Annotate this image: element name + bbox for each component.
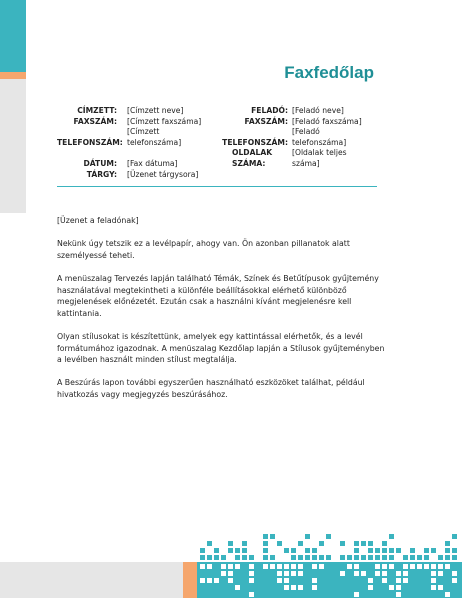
body-paragraph-2: A menüszalag Tervezés lapján található Témák, Színek és Betűtípusok gyűjtemény használatával megtekintheti a különféle beállításokkal elérhető különböző megjelenések előnézetét. Ezután csak a használni kívánt megjelenésre kell kattintania. (57, 273, 379, 318)
pixel-square-light (214, 578, 219, 583)
pixel-square-light (298, 585, 303, 590)
pixel-square-light (347, 564, 352, 569)
pixel-square-light (200, 564, 205, 569)
pixel-square-light (396, 578, 401, 583)
pixel-square (382, 541, 387, 546)
pixel-square-light (438, 564, 443, 569)
pixel-square-light (389, 564, 394, 569)
pixel-square-light (368, 585, 373, 590)
pixel-square (298, 555, 303, 560)
pixel-square-light (417, 564, 422, 569)
from-phone-label: TELEFONSZÁM: (222, 137, 288, 147)
pixel-square-light (382, 571, 387, 576)
pixel-square (361, 555, 366, 560)
pixel-square-light (382, 564, 387, 569)
pixel-square (214, 555, 219, 560)
pixel-square-light (298, 571, 303, 576)
pixel-square-light (389, 585, 394, 590)
pixel-square (368, 555, 373, 560)
pixel-square-light (375, 564, 380, 569)
subject-value[interactable]: [Üzenet tárgysora] (127, 169, 199, 179)
pixel-square-light (445, 564, 450, 569)
pixel-square-light (438, 571, 443, 576)
pixel-square (368, 548, 373, 553)
pixel-square (389, 555, 394, 560)
pixel-square-light (249, 571, 254, 576)
pixel-square-light (396, 571, 401, 576)
pixel-square (319, 555, 324, 560)
pages-value[interactable]: [Oldalak teljes száma] (292, 148, 347, 168)
to-value[interactable]: [Címzett neve] (127, 106, 184, 115)
pixel-square (368, 541, 373, 546)
pixel-square (263, 534, 268, 539)
pixel-square-light (207, 564, 212, 569)
pixel-square-light (438, 585, 443, 590)
body-paragraph-1: Nekünk úgy tetszik ez a levélpapír, ahogy van. Ön azonban pillanatok alatt személyessé teheti. (57, 239, 350, 260)
pixel-square-light (277, 578, 282, 583)
pixel-square-light (291, 564, 296, 569)
pixel-square-light (424, 564, 429, 569)
footer-pixel-pattern (200, 532, 462, 598)
pixel-square-light (291, 571, 296, 576)
pixel-square (263, 541, 268, 546)
pixel-square (291, 555, 296, 560)
pixel-square-light (354, 592, 359, 597)
pixel-square (396, 548, 401, 553)
pixel-square-light (284, 564, 289, 569)
pixel-square (207, 555, 212, 560)
pixel-square (207, 541, 212, 546)
to-label: CÍMZETT: (77, 106, 117, 115)
pixel-square (277, 541, 282, 546)
sidebar-gray-bar (0, 79, 26, 213)
pixel-square (389, 548, 394, 553)
pixel-square (242, 548, 247, 553)
pixel-square (410, 548, 415, 553)
pixel-square-light (228, 571, 233, 576)
pixel-square-light (207, 578, 212, 583)
pixel-square-light (431, 564, 436, 569)
pixel-square-light (410, 564, 415, 569)
pixel-square (410, 555, 415, 560)
pixel-square (424, 555, 429, 560)
pixel-square-light (235, 585, 240, 590)
pixel-square (382, 548, 387, 553)
pixel-square-light (354, 564, 359, 569)
pixel-square-light (312, 585, 317, 590)
date-value[interactable]: [Fax dátuma] (127, 159, 178, 168)
pixel-square (270, 534, 275, 539)
pixel-square (298, 541, 303, 546)
pixel-square-light (431, 585, 436, 590)
pixel-square-light (228, 564, 233, 569)
pixel-square (319, 541, 324, 546)
pixel-square-light (431, 571, 436, 576)
footer-orange-block (183, 562, 197, 598)
message-body (57, 215, 387, 412)
from-value[interactable]: [Feladó neve] (292, 106, 344, 115)
pixel-square (375, 548, 380, 553)
pixel-square (403, 555, 408, 560)
pixel-square (452, 548, 457, 553)
pixel-square (347, 555, 352, 560)
pixel-square (361, 541, 366, 546)
pixel-square-light (200, 578, 205, 583)
pixel-square (263, 555, 268, 560)
pixel-square-light (403, 571, 408, 576)
pixel-square (221, 555, 226, 560)
pixel-square (340, 555, 345, 560)
pixel-square (354, 548, 359, 553)
pixel-square (326, 534, 331, 539)
pixel-square-light (312, 564, 317, 569)
pixel-square-light (312, 578, 317, 583)
pixel-square-light (263, 564, 268, 569)
pixel-square (284, 548, 289, 553)
pixel-square (452, 534, 457, 539)
body-paragraph-4: A Beszúrás lapon további egyszerűen használható eszközöket találhat, például hivatkozás vagy megjegyzés beszúrásához. (57, 378, 365, 399)
pixel-square (242, 555, 247, 560)
pixel-square-light (284, 571, 289, 576)
from-label: FELADÓ: (251, 106, 288, 115)
pixel-square-light (368, 578, 373, 583)
pixel-square-light (249, 592, 254, 597)
from-phone-value[interactable]: [Feladó telefonszáma] (292, 127, 347, 147)
pixel-square (389, 534, 394, 539)
pixel-square (263, 548, 268, 553)
pixel-square (249, 555, 254, 560)
pixel-square (235, 548, 240, 553)
pixel-square (375, 555, 380, 560)
pixel-square-light (221, 564, 226, 569)
pixel-square-light (249, 578, 254, 583)
pixel-square-light (298, 564, 303, 569)
pixel-square-light (375, 571, 380, 576)
pixel-square-light (396, 585, 401, 590)
pixel-square-light (382, 578, 387, 583)
pixel-square-light (445, 592, 450, 597)
pixel-square (228, 541, 233, 546)
pixel-square (305, 534, 310, 539)
to-phone-label: TELEFONSZÁM: (57, 137, 123, 147)
pixel-square-light (319, 564, 324, 569)
fax-header-fields (57, 106, 387, 181)
pixel-square-light (340, 571, 345, 576)
pixel-square (312, 555, 317, 560)
pixel-square (305, 548, 310, 553)
pixel-square-light (277, 564, 282, 569)
pixel-square (445, 548, 450, 553)
pixel-square-light (270, 564, 275, 569)
pixel-square (305, 555, 310, 560)
message-placeholder[interactable]: [Üzenet a feladónak] (57, 216, 139, 225)
pixel-square-light (431, 578, 436, 583)
pixel-square (424, 548, 429, 553)
header-divider (57, 186, 377, 187)
sidebar-teal-bar (0, 0, 26, 72)
pixel-square-light (452, 578, 457, 583)
pages-label: OLDALAK SZÁMA: (232, 148, 273, 168)
pixel-square (312, 548, 317, 553)
pixel-square (445, 555, 450, 560)
pixel-square (452, 555, 457, 560)
pixel-square (228, 548, 233, 553)
from-fax-value[interactable]: [Feladó faxszáma] (292, 116, 362, 126)
pixel-square (214, 548, 219, 553)
date-label: DÁTUM: (83, 159, 117, 168)
pixel-square-light (228, 578, 233, 583)
to-phone-value[interactable]: [Címzett telefonszáma] (127, 127, 182, 147)
pixel-square (438, 555, 443, 560)
from-fax-label: FAXSZÁM: (244, 116, 288, 126)
pixel-square-light (361, 571, 366, 576)
pixel-square (431, 548, 436, 553)
to-fax-value[interactable]: [Címzett faxszáma] (127, 116, 202, 126)
pixel-square (200, 548, 205, 553)
pixel-square (354, 541, 359, 546)
pixel-square-light (235, 564, 240, 569)
pixel-square (242, 541, 247, 546)
to-fax-label: FAXSZÁM: (73, 116, 117, 126)
pixel-square (340, 541, 345, 546)
pixel-square (235, 555, 240, 560)
pixel-square-light (354, 571, 359, 576)
pixel-square-light (221, 571, 226, 576)
subject-label: TÁRGY: (86, 169, 117, 179)
body-paragraph-3: Olyan stílusokat is készítettünk, amelyek egy kattintással elérhetők, és a levél formátumához igazodnak. A menüszalag Kezdőlap lapján a Stílusok gyűjteményben a levélben használt minden stílust megtalálja. (57, 331, 385, 365)
page-title: Faxfedőlap (284, 63, 374, 82)
pixel-square-light (277, 571, 282, 576)
pixel-square (200, 555, 205, 560)
pixel-square (382, 555, 387, 560)
pixel-square (417, 555, 422, 560)
pixel-square-light (284, 578, 289, 583)
pixel-square (354, 555, 359, 560)
pixel-square-light (249, 564, 254, 569)
pixel-square (326, 555, 331, 560)
pixel-square-light (403, 578, 408, 583)
pixel-square-light (284, 585, 289, 590)
pixel-square-light (291, 585, 296, 590)
pixel-square-light (403, 564, 408, 569)
sidebar-orange-stripe (0, 72, 26, 79)
pixel-square (270, 555, 275, 560)
pixel-square (445, 541, 450, 546)
pixel-square-light (452, 571, 457, 576)
pixel-square-light (396, 592, 401, 597)
pixel-square (291, 548, 296, 553)
